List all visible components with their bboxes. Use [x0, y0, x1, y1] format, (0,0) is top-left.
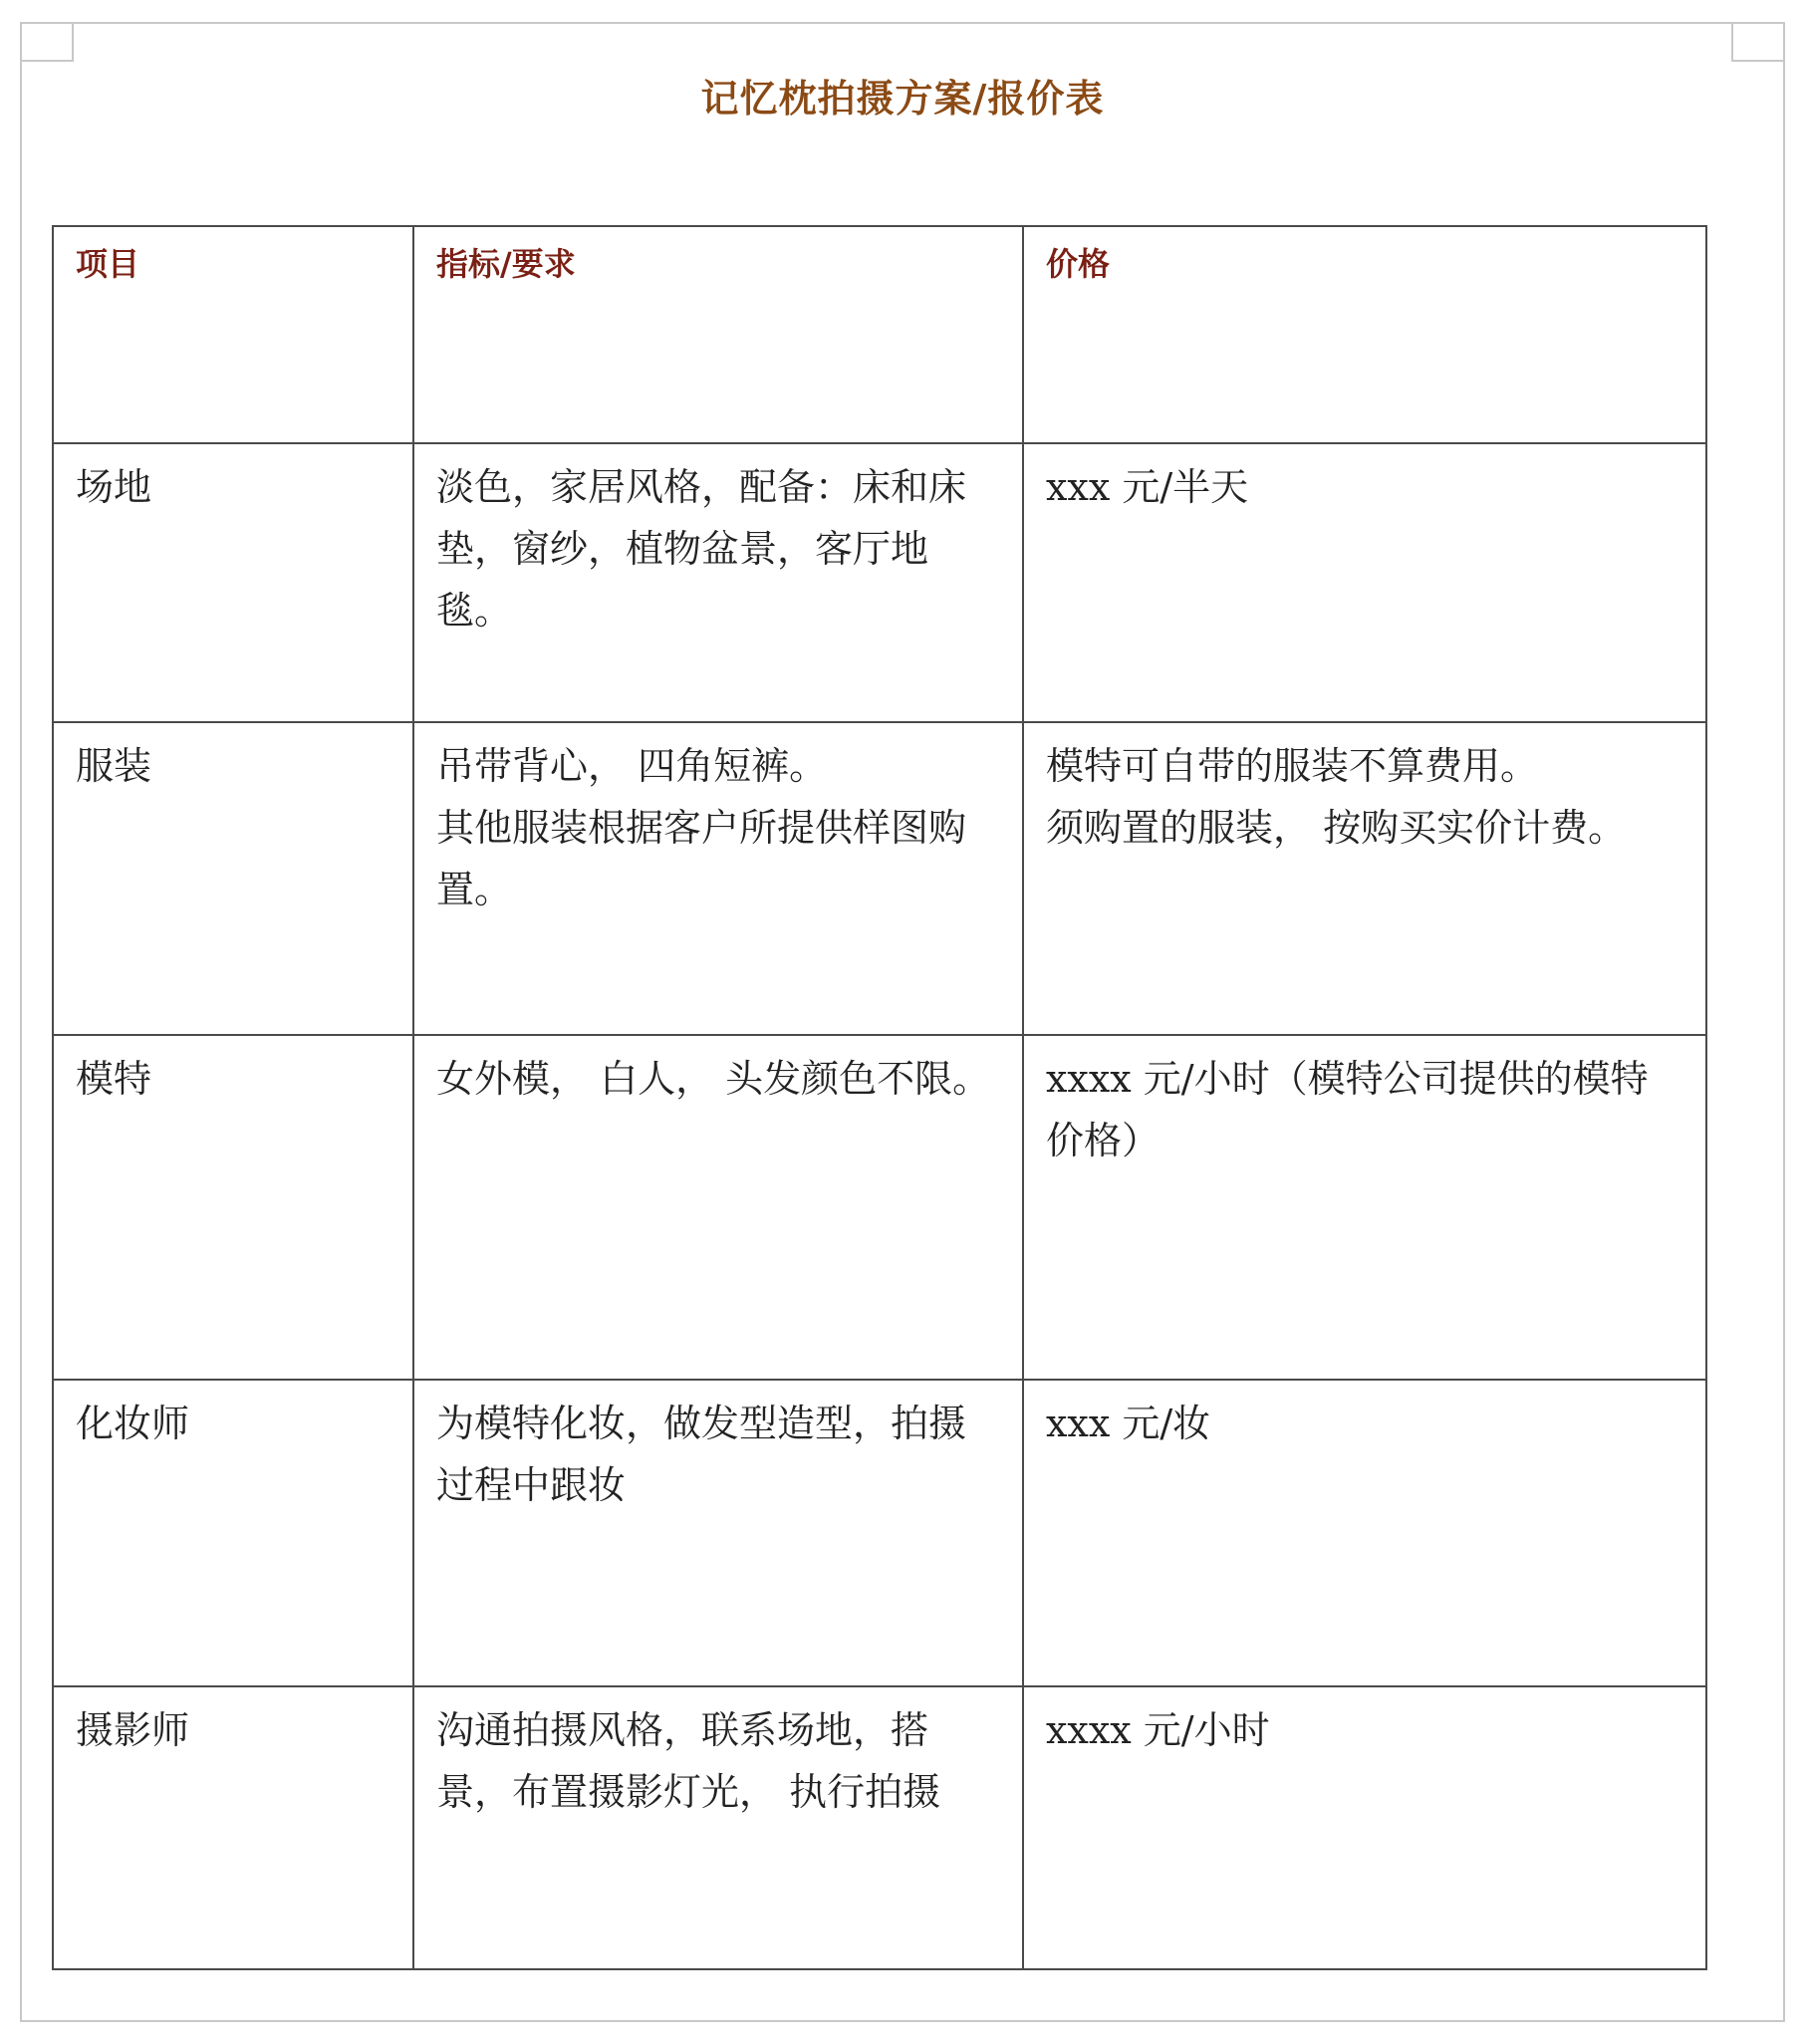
table-row — [53, 1380, 1706, 1686]
page-corner-mark-top-left — [22, 24, 74, 62]
table-header-row — [53, 226, 1706, 443]
document-title: 记忆枕拍摄方案/报价表 — [700, 76, 1105, 121]
table-row — [53, 722, 1706, 1035]
requirement-cell: 为模特化妆，做发型造型，拍摄过程中跟妆 — [413, 1380, 1023, 1686]
header-price: 价格 — [1023, 226, 1706, 443]
requirement-cell: 沟通拍摄风格，联系场地，搭景，布置摄影灯光， 执行拍摄 — [413, 1686, 1023, 1969]
quote-table — [52, 225, 1707, 1970]
item-cell: 服装 — [53, 722, 413, 1035]
price-cell: xxxx 元/小时（模特公司提供的模特价格） — [1023, 1035, 1706, 1380]
price-cell: xxxx 元/小时 — [1023, 1686, 1706, 1969]
table-row — [53, 443, 1706, 722]
table-row — [53, 1686, 1706, 1969]
requirement-cell: 淡色，家居风格，配备：床和床垫，窗纱，植物盆景，客厅地毯。 — [413, 443, 1023, 722]
requirement-cell: 女外模， 白人， 头发颜色不限。 — [413, 1035, 1023, 1380]
price-cell: xxx 元/半天 — [1023, 443, 1706, 722]
item-cell: 场地 — [53, 443, 413, 722]
price-cell: 模特可自带的服装不算费用。 须购置的服装， 按购买实价计费。 — [1023, 722, 1706, 1035]
item-cell: 模特 — [53, 1035, 413, 1380]
table-row — [53, 1035, 1706, 1380]
header-requirement: 指标/要求 — [413, 226, 1023, 443]
page-corner-mark-top-right — [1731, 24, 1783, 62]
price-cell: xxx 元/妆 — [1023, 1380, 1706, 1686]
requirement-cell: 吊带背心， 四角短裤。 其他服装根据客户所提供样图购置。 — [413, 722, 1023, 1035]
item-cell: 化妆师 — [53, 1380, 413, 1686]
item-cell: 摄影师 — [53, 1686, 413, 1969]
header-item: 项目 — [53, 226, 413, 443]
